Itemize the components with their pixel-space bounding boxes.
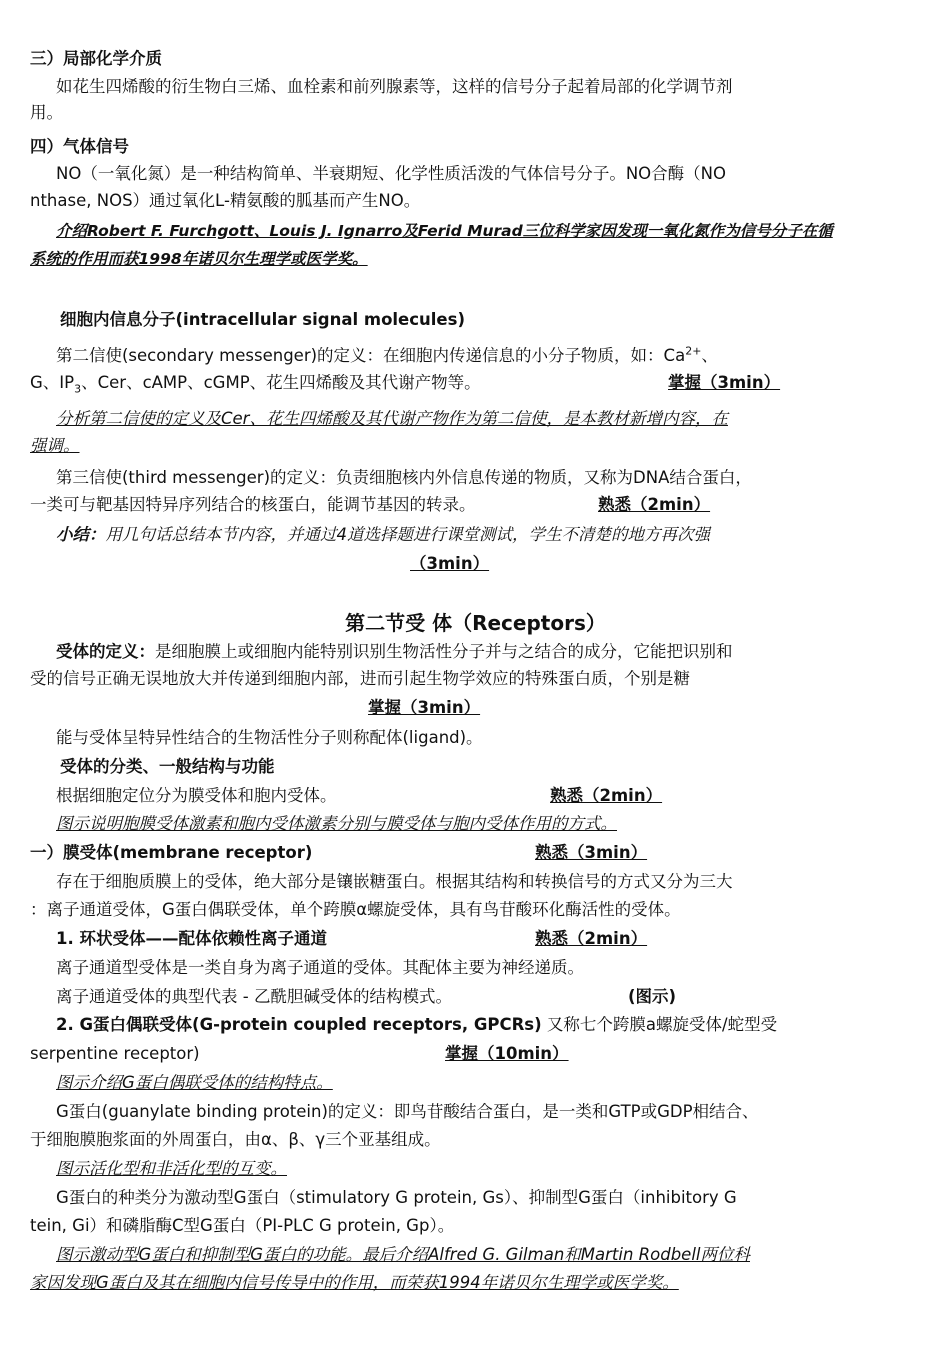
paragraph-line: 根据细胞定位分为膜受体和胞内受体。 (56, 786, 337, 805)
heading-gpcr: 2. G蛋白偶联受体(G-protein coupled receptors, GPCRs) 又称七个跨膜a螺旋受体/蛇型受 (56, 1015, 778, 1034)
paragraph-line: 离子通道型受体是一类自身为离子通道的受体。其配体主要为神经递质。 (56, 958, 584, 977)
paragraph-second-messenger: 第二信使(secondary messenger)的定义：在细胞内传递信息的小分子物质，如：$Ca^{2+}$、 (56, 344, 718, 365)
heading-local-mediators: 三）局部化学介质 (30, 49, 162, 68)
note-second-messenger: 分析第二信使的定义及Cer、花生四烯酸及其代谢产物作为第二信使，是本教材新增内容，在 (56, 409, 728, 428)
paragraph-line: tein, Gi）和磷脂酶C型G蛋白（PI-PLC G protein, Gp）。 (30, 1216, 455, 1235)
time-tag: 熟悉（2min） (535, 929, 648, 948)
paragraph-line: 用。 (30, 103, 63, 122)
paragraph-line: G、$IP_3$、Cer、cAMP、cGMP、花生四烯酸及其代谢产物等。 (30, 373, 481, 396)
paragraph-line: serpentine receptor) (30, 1044, 200, 1063)
paragraph-line: 于细胞膜胞浆面的外周蛋白，由α、β、γ三个亚基组成。 (30, 1130, 441, 1149)
paragraph-receptor-definition: 受体的定义：是细胞膜上或细胞内能特别识别生物活性分子并与之结合的成分，它能把识别和 (56, 642, 733, 661)
paragraph-line: 受的信号正确无误地放大并传递到细胞内部，进而引起生物学效应的特殊蛋白质，个别是糖 (30, 669, 690, 688)
time-tag: 熟悉（3min） (535, 843, 648, 862)
note-nobel-1994: 图示激动型G蛋白和抑制型G蛋白的功能。最后介绍Alfred G. Gilman和Martin Rodbell两位科 (56, 1245, 750, 1264)
section-title: 第二节受 体（Receptors） (345, 611, 606, 635)
heading-receptor-classification: 受体的分类、一般结构与功能 (60, 757, 275, 776)
summary-line: 小结：用几句话总结本节内容，并通过4道选择题进行课堂测试，学生不清楚的地方再次强 (56, 525, 710, 544)
note-nobel-1998-cont: 系统的作用而获1998年诺贝尔生理学或医学奖。 (30, 250, 368, 268)
paragraph-ligand: 能与受体呈特异性结合的生物活性分子则称配体(ligand)。 (56, 728, 483, 747)
figure-tag: (图示) (628, 987, 677, 1006)
paragraph-line: ：离子通道受体，G蛋白偶联受体，单个跨膜α螺旋受体，具有鸟苷酸环化酶活性的受体。 (30, 900, 681, 919)
heading-intracellular-signal-molecules: 细胞内信息分子(intracellular signal molecules) (60, 310, 465, 329)
heading-gas-signal: 四）气体信号 (30, 137, 129, 156)
paragraph-line: NO（一氧化氮）是一种结构简单、半衰期短、化学性质活泼的气体信号分子。NO合酶（NO (56, 164, 726, 183)
paragraph-g-protein: G蛋白(guanylate binding protein)的定义：即鸟苷酸结合蛋白，是一类和GTP或GDP相结合、 (56, 1102, 759, 1121)
paragraph-line: 离子通道受体的典型代表 - 乙酰胆碱受体的结构模式。 (56, 987, 452, 1006)
paragraph-line: 存在于细胞质膜上的受体，绝大部分是镶嵌糖蛋白。根据其结构和转换信号的方式又分为三大 (56, 872, 733, 891)
note-line: 图示介绍G蛋白偶联受体的结构特点。 (56, 1073, 333, 1092)
paragraph-line: 一类可与靶基因特异序列结合的核蛋白，能调节基因的转录。 (30, 495, 476, 514)
paragraph-g-protein-types: G蛋白的种类分为激动型G蛋白（stimulatory G protein, Gs）、抑制型G蛋白（inhibitory G (56, 1188, 737, 1207)
note-line: 图示活化型和非活化型的互变。 (56, 1159, 287, 1178)
heading-membrane-receptor: 一）膜受体(membrane receptor) (30, 843, 313, 862)
paragraph-line: 如花生四烯酸的衍生物白三烯、血栓素和前列腺素等，这样的信号分子起着局部的化学调节剂 (56, 77, 733, 96)
time-tag: 熟悉（2min） (550, 786, 663, 805)
note-line: 图示说明胞膜受体激素和胞内受体激素分别与膜受体与胞内受体作用的方式。 (56, 814, 617, 833)
time-tag: 掌握（3min） (668, 373, 781, 392)
time-tag: 熟悉（2min） (598, 495, 711, 514)
time-tag: （3min） (410, 554, 490, 573)
note-nobel-1994-cont: 家因发现G蛋白及其在细胞内信号传导中的作用，而荣获1994年诺贝尔生理学或医学奖。 (30, 1273, 679, 1292)
heading-ion-channel-receptor: 1. 环状受体——配体依赖性离子通道 (56, 929, 327, 948)
note-nobel-1998: 介绍Robert F. Furchgott、Louis J. Ignarro及Ferid Murad三位科学家因发现一氧化氮作为信号分子在循 (56, 222, 833, 240)
paragraph-third-messenger: 第三信使(third messenger)的定义：负责细胞核内外信息传递的物质，又称为DNA结合蛋白， (56, 468, 752, 487)
time-tag: 掌握（10min） (445, 1044, 569, 1063)
paragraph-line: nthase, NOS）通过氧化L-精氨酸的胍基而产生NO。 (30, 191, 421, 210)
note-line: 强调。 (30, 436, 80, 455)
time-tag: 掌握（3min） (368, 698, 481, 717)
